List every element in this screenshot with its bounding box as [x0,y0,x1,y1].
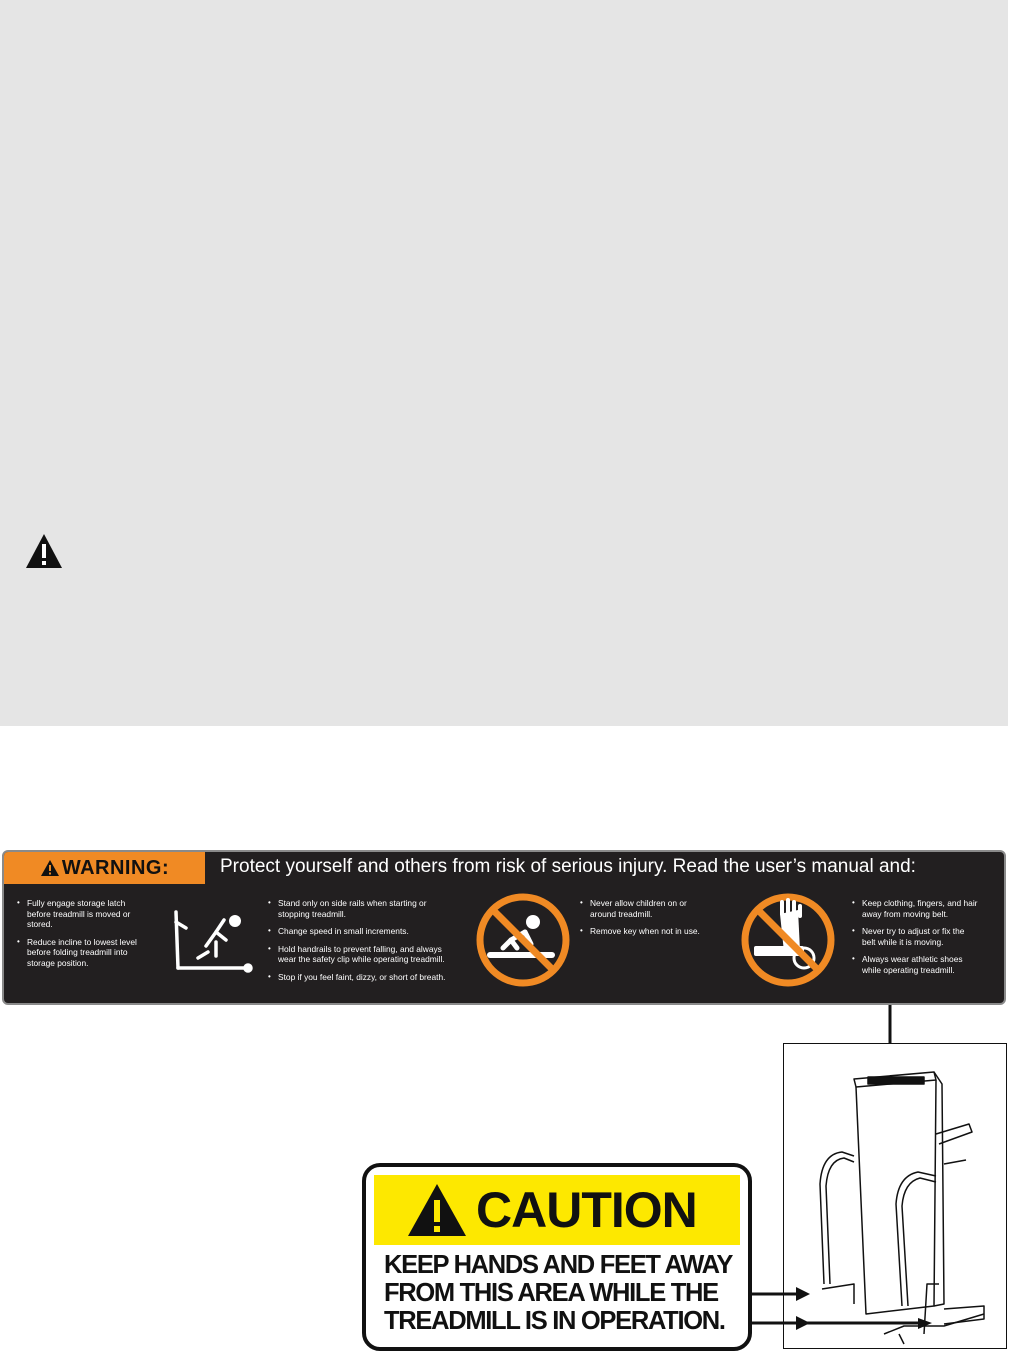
caution-message [384,1251,744,1335]
warning-triangle-icon [40,859,60,877]
warning-column-3 [579,898,739,944]
no-hands-belt-icon [740,892,836,988]
warning-header [4,852,1004,884]
warning-tag [4,852,205,884]
falling-person-icon [168,908,256,974]
caution-word: CAUTION [476,1182,697,1238]
warning-item: • Hold handrails to prevent falling, and always wear the safety clip while operating treadmill. [267,944,477,965]
warning-tag-text: WARNING: [61,856,170,879]
warning-item: • Stop if you feel faint, dizzy, or short of breath. [267,972,477,983]
treadmill-drawing [784,1044,1005,1347]
warning-item: • Keep clothing, fingers, and hair away from moving belt. [851,898,1001,919]
warning-item: • Never allow children on or around treadmill. [579,898,739,919]
pointer-arrow-extension [806,1318,936,1330]
caution-line: KEEP HANDS AND FEET AWAY [384,1251,733,1279]
warning-column-1 [16,898,166,976]
no-children-icon [475,892,571,988]
warning-item: • Always wear athletic shoes while operating treadmill. [851,954,1001,975]
warning-column-4 [851,898,1001,983]
warning-column-2 [267,898,477,990]
treadmill-diagram [783,1043,1007,1349]
warning-item: • Reduce incline to lowest level before folding treadmill into storage position. [16,937,166,969]
caution-line: TREADMILL IS IN OPERATION. [384,1307,725,1335]
caution-band [374,1175,740,1245]
warning-decal [2,850,1006,1005]
warning-item: • Change speed in small increments. [267,926,477,937]
warning-item: • Stand only on side rails when starting or stopping treadmill. [267,898,477,919]
alert-triangle-icon [25,533,63,569]
warning-item: • Never try to adjust or fix the belt while it is moving. [851,926,1001,947]
pointer-arrows-right [752,1285,812,1330]
caution-decal [362,1163,752,1351]
warning-item: • Remove key when not in use. [579,926,739,937]
caution-line: FROM THIS AREA WHILE THE [384,1279,718,1307]
warning-item: • Fully engage storage latch before treadmill is moved or stored. [16,898,166,930]
caution-triangle-icon [406,1182,468,1238]
warning-headline: Protect yourself and others from risk of serious injury. Read the user’s manual and: [220,856,916,877]
